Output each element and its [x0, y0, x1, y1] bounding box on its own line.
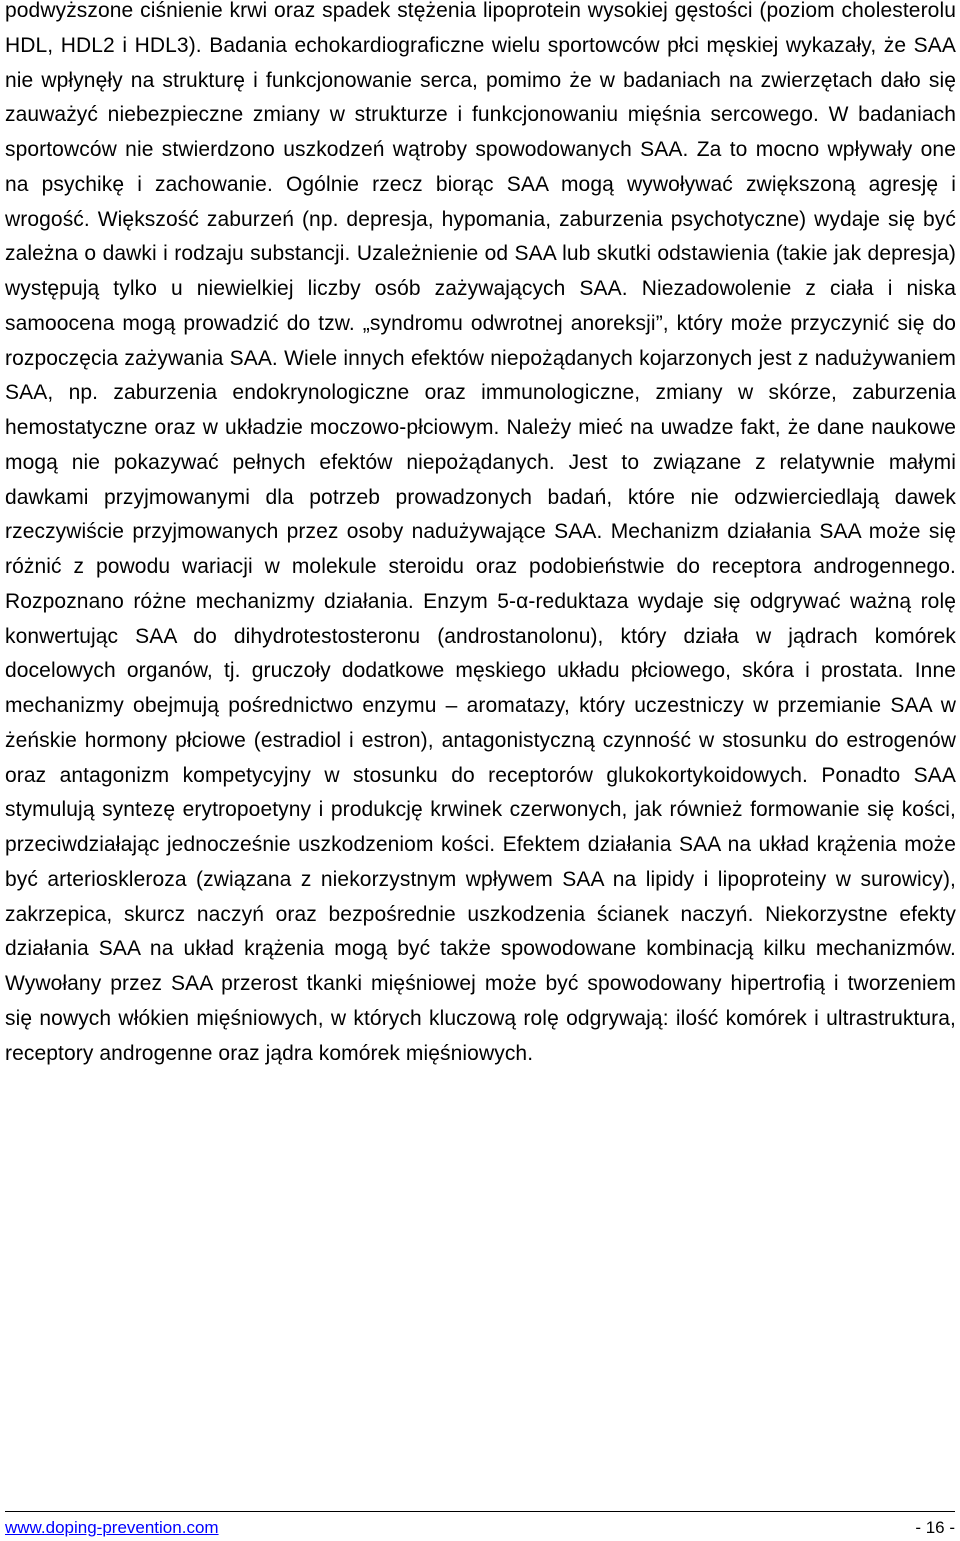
footer-divider	[5, 1511, 955, 1512]
footer-website-link[interactable]: www.doping-prevention.com	[5, 1518, 219, 1537]
page-number: - 16 -	[915, 1518, 955, 1537]
body-paragraph: podwyższone ciśnienie krwi oraz spadek stężenia lipoprotein wysokiej gęstości (poziom cholesterolu HDL, HDL2 i HDL3). Badania echokardiograficzne wielu sportowców płci męskiej wykazały, że SAA nie wpłynęły na strukturę i funkcjonowanie serca, pomimo że w badaniach na zwierzętach dało się zauważyć niebezpieczne zmiany w strukturze i funkcjonowaniu mięśnia sercowego. W badaniach sportowców nie stwierdzono uszkodzeń wątroby spowodowanych SAA. Za to mocno wpływały one na psychikę i zachowanie. Ogólnie rzecz biorąc SAA mogą wywoływać zwiększoną agresję i wrogość. Większość zaburzeń (np. depresja, hypomania, zaburzenia psychotyczne) wydaje się być zależna o dawki i rodzaju substancji. Uzależnienie od SAA lub skutki odstawienia (takie jak depresja) występują tylko u niewielkiej liczby osób zażywających SAA. Niezadowolenie z ciała i niska samoocena mogą prowadzić do tzw. „syndromu odwrotnej anoreksji”, który może przyczynić się do rozpoczęcia zażywania SAA. Wiele innych efektów niepożądanych kojarzonych jest z nadużywaniem SAA, np. zaburzenia endokrynologiczne oraz immunologiczne, zmiany w skórze, zaburzenia hemostatyczne oraz w układzie moczowo-płciowym. Należy mieć na uwadze fakt, że dane naukowe mogą nie pokazywać pełnych efektów niepożądanych. Jest to związane z relatywnie małymi dawkami przyjmowanymi dla potrzeb prowadzonych badań, które nie odzwierciedlają dawek rzeczywiście przyjmowanych przez osoby nadużywające SAA. Mechanizm działania SAA może się różnić z powodu wariacji w molekule steroidu oraz podobieństwie do receptora androgennego. Rozpoznano różne mechanizmy działania. Enzym 5-α-reduktaza wydaje się odgrywać ważną rolę konwertując SAA do dihydrotestosteronu (androstanolonu), który działa w jądrach komórek docelowych organów, tj. gruczoły dodatkowe męskiego układu płciowego, skóra i prostata. Inne mechanizmy obejmują pośrednictwo enzymu – aromatazy, który uczestniczy w przemianie SAA w żeńskie hormony płciowe (estradiol i estron), antagonistyczną czynność w stosunku do estrogenów oraz antagonizm kompetycyjny w stosunku do receptorów glukokortykoidowych. Ponadto SAA stymulują syntezę erytropoetyny i produkcję krwinek czerwonych, jak również formowanie się kości, przeciwdziałając jednocześnie uszkodzeniom kości. Efektem działania SAA na układ krążenia może być arterioskleroza (związana z niekorzystnym wpływem SAA na lipidy i lipoproteiny w surowicy), zakrzepica, skurcz naczyń oraz bezpośrednie uszkodzenia ścianek naczyń. Niekorzystne efekty działania SAA na układ krążenia mogą być także spowodowane kombinacją kilku mechanizmów. Wywołany przez SAA przerost tkanki mięśniowej może być spowodowany hipertrofią i tworzeniem się nowych włókien mięśniowych, w których kluczową rolę odgrywają: ilość komórek i ultrastruktura, receptory androgenne oraz jądra komórek mięśniowych.	[5, 0, 956, 1065]
